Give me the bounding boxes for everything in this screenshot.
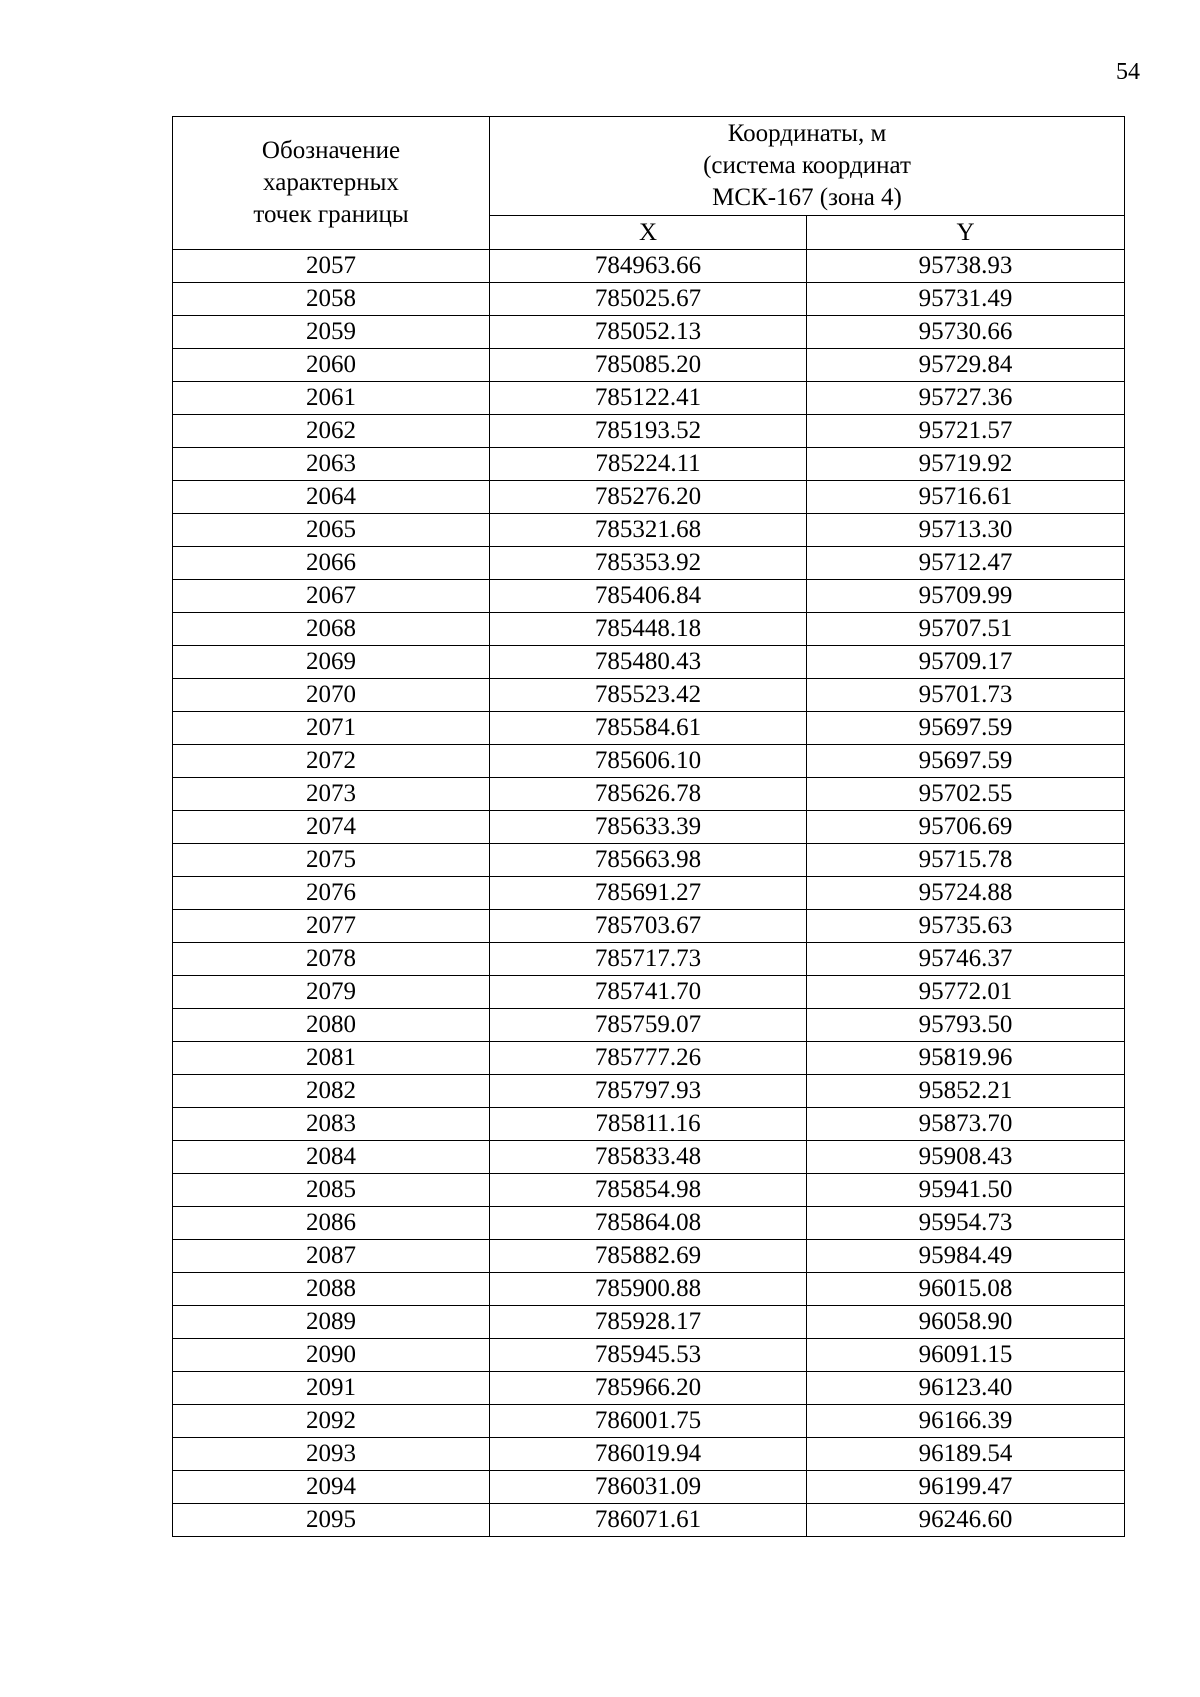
point-cell: 2062 [173, 415, 490, 448]
x-coordinate-cell: 785928.17 [490, 1306, 807, 1339]
coordinates-table [172, 116, 1125, 1537]
table-row [173, 349, 1125, 382]
table-row [173, 1471, 1125, 1504]
table-row [173, 712, 1125, 745]
table-row [173, 514, 1125, 547]
point-cell: 2068 [173, 613, 490, 646]
x-coordinate-cell: 785626.78 [490, 778, 807, 811]
y-coordinate-cell: 95730.66 [807, 316, 1125, 349]
x-coordinate-cell: 786019.94 [490, 1438, 807, 1471]
x-coordinate-cell: 785703.67 [490, 910, 807, 943]
point-cell: 2089 [173, 1306, 490, 1339]
point-cell: 2091 [173, 1372, 490, 1405]
x-coordinate-cell: 785854.98 [490, 1174, 807, 1207]
y-coordinate-cell: 95852.21 [807, 1075, 1125, 1108]
y-coordinate-cell: 95701.73 [807, 679, 1125, 712]
y-coordinate-cell: 95707.51 [807, 613, 1125, 646]
point-cell: 2057 [173, 250, 490, 283]
y-coordinate-cell: 95772.01 [807, 976, 1125, 1009]
header-coords-line: (система координат [703, 152, 911, 179]
point-cell: 2082 [173, 1075, 490, 1108]
x-coordinate-cell: 785759.07 [490, 1009, 807, 1042]
table-row [173, 481, 1125, 514]
x-coordinate-cell: 785717.73 [490, 943, 807, 976]
y-coordinate-cell: 95713.30 [807, 514, 1125, 547]
point-cell: 2079 [173, 976, 490, 1009]
y-coordinate-cell: 95702.55 [807, 778, 1125, 811]
header-point-line: точек границы [253, 201, 409, 228]
table-row [173, 745, 1125, 778]
x-coordinate-cell: 785085.20 [490, 349, 807, 382]
x-coordinate-cell: 785966.20 [490, 1372, 807, 1405]
x-coordinate-cell: 785224.11 [490, 448, 807, 481]
x-coordinate-cell: 786001.75 [490, 1405, 807, 1438]
x-coordinate-cell: 785406.84 [490, 580, 807, 613]
y-coordinate-cell: 95712.47 [807, 547, 1125, 580]
point-cell: 2093 [173, 1438, 490, 1471]
y-coordinate-cell: 95873.70 [807, 1108, 1125, 1141]
header-point-line: Обозначение [261, 137, 401, 164]
table-header [173, 117, 1125, 250]
table-row [173, 910, 1125, 943]
table-row [173, 1372, 1125, 1405]
table-row [173, 1042, 1125, 1075]
x-coordinate-cell: 786071.61 [490, 1504, 807, 1537]
header-coords-line: МСК-167 (зона 4) [712, 184, 902, 211]
table-row [173, 844, 1125, 877]
header-coords-line: Координаты, м [727, 120, 887, 147]
table-row [173, 1273, 1125, 1306]
table-row [173, 250, 1125, 283]
point-cell: 2071 [173, 712, 490, 745]
point-cell: 2060 [173, 349, 490, 382]
y-coordinate-cell: 95706.69 [807, 811, 1125, 844]
point-cell: 2076 [173, 877, 490, 910]
y-coordinate-cell: 95709.17 [807, 646, 1125, 679]
table-row [173, 1405, 1125, 1438]
y-coordinate-cell: 95716.61 [807, 481, 1125, 514]
y-coordinate-cell: 95908.43 [807, 1141, 1125, 1174]
x-coordinate-cell: 785777.26 [490, 1042, 807, 1075]
table-row [173, 1240, 1125, 1273]
point-cell: 2094 [173, 1471, 490, 1504]
table-row [173, 1075, 1125, 1108]
point-cell: 2066 [173, 547, 490, 580]
y-coordinate-cell: 96189.54 [807, 1438, 1125, 1471]
table-row [173, 1306, 1125, 1339]
table-row [173, 679, 1125, 712]
header-point-designation [173, 117, 490, 250]
x-coordinate-cell: 785276.20 [490, 481, 807, 514]
y-coordinate-cell: 95697.59 [807, 712, 1125, 745]
table-row [173, 1207, 1125, 1240]
point-cell: 2084 [173, 1141, 490, 1174]
y-coordinate-cell: 95719.92 [807, 448, 1125, 481]
x-coordinate-cell: 785900.88 [490, 1273, 807, 1306]
table-row [173, 1108, 1125, 1141]
table-row [173, 1009, 1125, 1042]
y-coordinate-cell: 95735.63 [807, 910, 1125, 943]
x-coordinate-cell: 785584.61 [490, 712, 807, 745]
x-coordinate-cell: 784963.66 [490, 250, 807, 283]
x-coordinate-cell: 785882.69 [490, 1240, 807, 1273]
point-cell: 2081 [173, 1042, 490, 1075]
x-coordinate-cell: 785321.68 [490, 514, 807, 547]
x-coordinate-cell: 785691.27 [490, 877, 807, 910]
y-coordinate-cell: 96199.47 [807, 1471, 1125, 1504]
point-cell: 2077 [173, 910, 490, 943]
point-cell: 2074 [173, 811, 490, 844]
y-coordinate-cell: 95941.50 [807, 1174, 1125, 1207]
table-row [173, 1174, 1125, 1207]
y-coordinate-cell: 96091.15 [807, 1339, 1125, 1372]
point-cell: 2075 [173, 844, 490, 877]
point-cell: 2088 [173, 1273, 490, 1306]
header-y: Y [807, 216, 1125, 250]
table-body [173, 250, 1125, 1537]
y-coordinate-cell: 95727.36 [807, 382, 1125, 415]
header-point-line: характерных [263, 169, 399, 196]
table-row [173, 976, 1125, 1009]
x-coordinate-cell: 785864.08 [490, 1207, 807, 1240]
table-row [173, 547, 1125, 580]
table-row [173, 778, 1125, 811]
point-cell: 2067 [173, 580, 490, 613]
x-coordinate-cell: 786031.09 [490, 1471, 807, 1504]
y-coordinate-cell: 95709.99 [807, 580, 1125, 613]
y-coordinate-cell: 95984.49 [807, 1240, 1125, 1273]
x-coordinate-cell: 785353.92 [490, 547, 807, 580]
point-cell: 2092 [173, 1405, 490, 1438]
point-cell: 2064 [173, 481, 490, 514]
y-coordinate-cell: 96058.90 [807, 1306, 1125, 1339]
x-coordinate-cell: 785480.43 [490, 646, 807, 679]
y-coordinate-cell: 96015.08 [807, 1273, 1125, 1306]
x-coordinate-cell: 785606.10 [490, 745, 807, 778]
point-cell: 2058 [173, 283, 490, 316]
x-coordinate-cell: 785633.39 [490, 811, 807, 844]
x-coordinate-cell: 785833.48 [490, 1141, 807, 1174]
x-coordinate-cell: 785945.53 [490, 1339, 807, 1372]
point-cell: 2090 [173, 1339, 490, 1372]
table-row [173, 1339, 1125, 1372]
y-coordinate-cell: 96123.40 [807, 1372, 1125, 1405]
point-cell: 2061 [173, 382, 490, 415]
point-cell: 2072 [173, 745, 490, 778]
y-coordinate-cell: 95697.59 [807, 745, 1125, 778]
x-coordinate-cell: 785741.70 [490, 976, 807, 1009]
header-x: X [490, 216, 807, 250]
y-coordinate-cell: 95724.88 [807, 877, 1125, 910]
y-coordinate-cell: 95954.73 [807, 1207, 1125, 1240]
table-row [173, 382, 1125, 415]
table-row [173, 580, 1125, 613]
table-row [173, 283, 1125, 316]
table-row [173, 1141, 1125, 1174]
x-coordinate-cell: 785448.18 [490, 613, 807, 646]
table-row [173, 811, 1125, 844]
table-row [173, 316, 1125, 349]
table-row [173, 415, 1125, 448]
point-cell: 2069 [173, 646, 490, 679]
point-cell: 2083 [173, 1108, 490, 1141]
point-cell: 2086 [173, 1207, 490, 1240]
x-coordinate-cell: 785797.93 [490, 1075, 807, 1108]
y-coordinate-cell: 95715.78 [807, 844, 1125, 877]
point-cell: 2095 [173, 1504, 490, 1537]
x-coordinate-cell: 785663.98 [490, 844, 807, 877]
table-row [173, 943, 1125, 976]
page-number: 54 [1116, 59, 1140, 85]
table-row [173, 877, 1125, 910]
header-coordinates [490, 117, 1125, 216]
point-cell: 2065 [173, 514, 490, 547]
x-coordinate-cell: 785052.13 [490, 316, 807, 349]
x-coordinate-cell: 785193.52 [490, 415, 807, 448]
y-coordinate-cell: 96166.39 [807, 1405, 1125, 1438]
y-coordinate-cell: 95738.93 [807, 250, 1125, 283]
table-row [173, 613, 1125, 646]
y-coordinate-cell: 96246.60 [807, 1504, 1125, 1537]
point-cell: 2087 [173, 1240, 490, 1273]
point-cell: 2063 [173, 448, 490, 481]
point-cell: 2059 [173, 316, 490, 349]
point-cell: 2080 [173, 1009, 490, 1042]
x-coordinate-cell: 785523.42 [490, 679, 807, 712]
y-coordinate-cell: 95793.50 [807, 1009, 1125, 1042]
point-cell: 2070 [173, 679, 490, 712]
x-coordinate-cell: 785025.67 [490, 283, 807, 316]
y-coordinate-cell: 95729.84 [807, 349, 1125, 382]
point-cell: 2073 [173, 778, 490, 811]
x-coordinate-cell: 785811.16 [490, 1108, 807, 1141]
table-row [173, 1438, 1125, 1471]
point-cell: 2085 [173, 1174, 490, 1207]
y-coordinate-cell: 95746.37 [807, 943, 1125, 976]
y-coordinate-cell: 95721.57 [807, 415, 1125, 448]
table-row [173, 1504, 1125, 1537]
y-coordinate-cell: 95731.49 [807, 283, 1125, 316]
table-row [173, 646, 1125, 679]
y-coordinate-cell: 95819.96 [807, 1042, 1125, 1075]
x-coordinate-cell: 785122.41 [490, 382, 807, 415]
table-row [173, 448, 1125, 481]
point-cell: 2078 [173, 943, 490, 976]
